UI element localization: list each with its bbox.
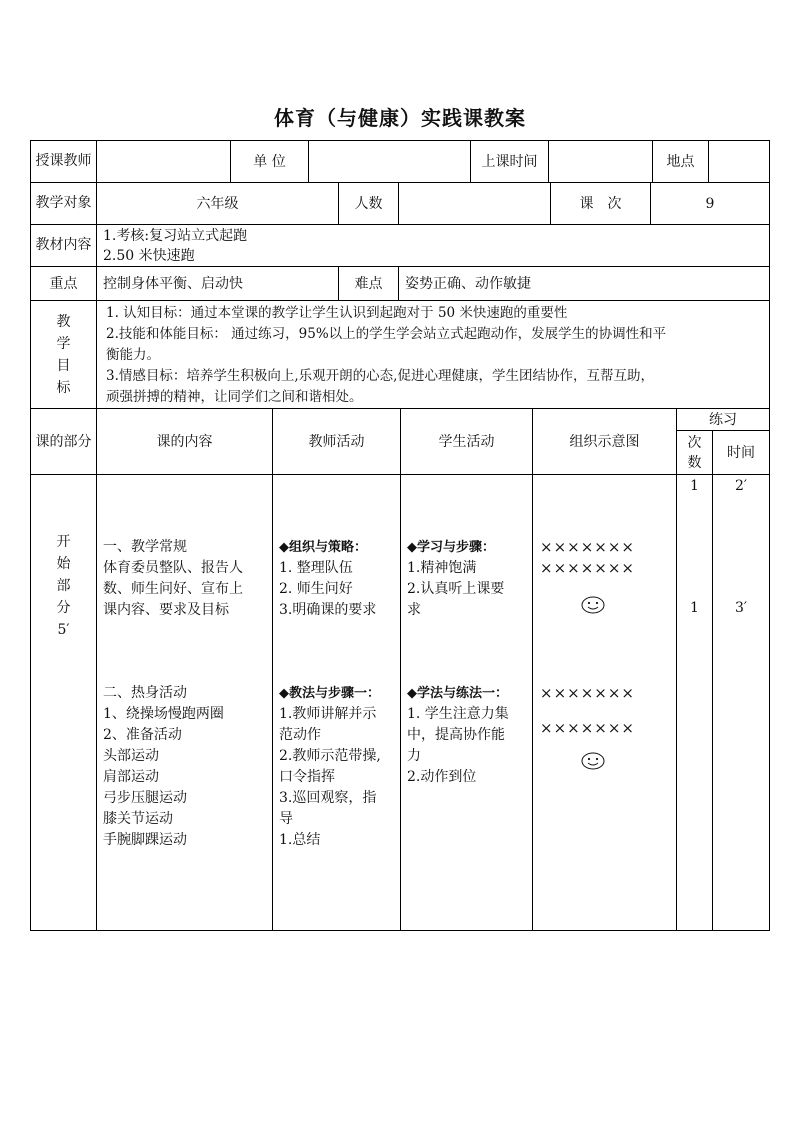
content-header: 课的内容 [156, 433, 213, 450]
block1-times-a: 1 [690, 478, 699, 494]
target-value: 六年级 [196, 195, 239, 212]
duration-header: 时间 [727, 444, 755, 461]
block2-content-line: 手腕脚踝运动 [103, 832, 187, 848]
block2-teacher [279, 683, 400, 851]
block2-content-line: 弓步压腿运动 [103, 790, 187, 806]
unit-label: 单 位 [253, 153, 286, 170]
part-time: 5′ [57, 622, 70, 638]
block1-student-line: 求 [407, 602, 421, 618]
block1-times-b: 1 [690, 600, 699, 616]
block1-teacher-line: 2. 师生问好 [279, 581, 353, 597]
block2-teacher-line: 2.教师示范带操, [279, 748, 381, 764]
part-char-4: 分 [56, 600, 71, 616]
target-label-cell [31, 183, 96, 224]
block1-student-title: ◆学习与步骤： [407, 540, 495, 555]
block2-student-line: 中，提高协作能 [407, 727, 505, 743]
part-char-1: 开 [56, 534, 71, 550]
place-label: 地点 [666, 153, 695, 170]
lesson-value: 9 [705, 195, 715, 212]
formation-row: ××××××× [540, 684, 635, 702]
block2-teacher-title: ◆教法与步骤一： [279, 686, 380, 701]
block2-teacher-line: 口令指挥 [279, 769, 335, 785]
page-title: 体育（与健康）实践课教案 [274, 106, 526, 130]
block1-content-line: 体育委员整队、报告人 [103, 560, 243, 576]
block1-formation [540, 537, 674, 579]
block2-formation [540, 683, 674, 739]
difficult-point-value: 姿势正确、动作敏捷 [405, 275, 531, 292]
goals-text [106, 303, 768, 407]
block2-teacher-line: 1.教师讲解并示 [279, 706, 377, 722]
content-label-cell [31, 225, 96, 266]
block2-content-line: 1、绕操场慢跑两圈 [103, 706, 224, 722]
teacher-smiley-icon [581, 752, 605, 770]
content-value [103, 226, 763, 266]
block1-teacher-title: ◆组织与策略： [279, 540, 367, 555]
content-label: 教材内容 [35, 237, 92, 253]
section-part-label [31, 536, 96, 636]
teacher-header: 教师活动 [308, 433, 365, 450]
block1-teacher-line: 1. 整理队伍 [279, 560, 353, 576]
block2-content-line: 膝关节运动 [103, 811, 173, 827]
count-label: 人数 [354, 195, 383, 212]
block2-student [407, 683, 532, 788]
block2-student-line: 2.动作到位 [407, 769, 477, 785]
block2-content [103, 683, 271, 851]
block1-content-line: 课内容、要求及目标 [103, 602, 229, 618]
target-label: 教学对象 [35, 195, 92, 211]
teacher-smiley-icon [581, 596, 605, 614]
block1-duration-b: 3′ [734, 600, 748, 616]
goal-skill-line-1: 2.技能和体能目标： 通过练习，95%以上的学生学会站立式起跑动作，发展学生的协调性和平 [106, 326, 667, 342]
block2-teacher-line: 1.总结 [279, 832, 321, 848]
formation-row: ××××××× [540, 538, 635, 556]
block1-student-line: 2.认真听上课要 [407, 581, 505, 597]
block2-teacher-line: 范动作 [279, 727, 321, 743]
block2-content-line: 肩部运动 [103, 769, 159, 785]
unit-value [309, 141, 470, 182]
time-label: 上课时间 [481, 153, 538, 170]
block2-student-line: 1. 学生注意力集 [407, 706, 509, 722]
block1-teacher [279, 537, 400, 621]
difficult-point-label: 难点 [354, 275, 383, 292]
block2-student-line: 力 [407, 748, 421, 764]
time-value [549, 141, 652, 182]
part-header-cell [31, 409, 96, 474]
block1-content [103, 537, 271, 621]
block2-teacher-line: 导 [279, 811, 293, 827]
teacher-label-cell [31, 141, 96, 182]
formation-row: ××××××× [540, 559, 635, 577]
block2-teacher-line: 3.巡回观察，指 [279, 790, 377, 806]
goal-cognitive: 1. 认知目标：通过本堂课的教学让学生认识到起跑对于 50 米快速跑的重要性 [106, 305, 568, 321]
content-line-2: 2.50 米快速跑 [103, 248, 195, 264]
times-header-cell [677, 431, 712, 474]
goals-label: 教学目标 [56, 313, 71, 396]
block1-duration-a: 2′ [734, 478, 748, 494]
block2-student-title: ◆学法与练法一： [407, 686, 508, 701]
times-header: 次数 [687, 434, 702, 471]
practice-header: 练习 [709, 411, 737, 428]
block1-teacher-line: 3.明确课的要求 [279, 602, 377, 618]
block2-content-line: 二、热身活动 [103, 685, 187, 701]
teacher-value [97, 141, 230, 182]
part-header: 课的部分 [35, 433, 92, 450]
block1-content-line: 一、教学常规 [103, 539, 187, 555]
block1-content-line: 数、师生问好、宣布上 [103, 581, 243, 597]
block1-student [407, 537, 532, 621]
teacher-label: 授课教师 [35, 153, 92, 169]
part-char-2: 始 [56, 556, 71, 572]
block2-content-line: 头部运动 [103, 748, 159, 764]
formation-row: ××××××× [540, 719, 635, 737]
part-char-3: 部 [56, 578, 71, 594]
content-line-1: 1.考核:复习站立式起跑 [103, 228, 248, 244]
key-point-value: 控制身体平衡、启动快 [103, 275, 243, 292]
place-value [709, 141, 769, 182]
block1-student-line: 1.精神饱满 [407, 560, 477, 576]
diagram-header: 组织示意图 [569, 433, 640, 450]
key-point-label: 重点 [49, 275, 78, 292]
goal-emotion-line-2: 顽强拼搏的精神，让同学们之间和谐相处。 [106, 389, 363, 405]
student-header: 学生活动 [438, 433, 495, 450]
goal-emotion-line-1: 3.情感目标：培养学生积极向上,乐观开朗的心态,促进心理健康，学生团结协作，互帮互助， [106, 368, 654, 384]
block2-content-line: 2、准备活动 [103, 727, 182, 743]
lesson-label: 课 次 [579, 195, 622, 212]
goals-label-cell [31, 301, 96, 408]
count-value [399, 183, 550, 224]
goal-skill-line-2: 衡能力。 [106, 347, 160, 363]
